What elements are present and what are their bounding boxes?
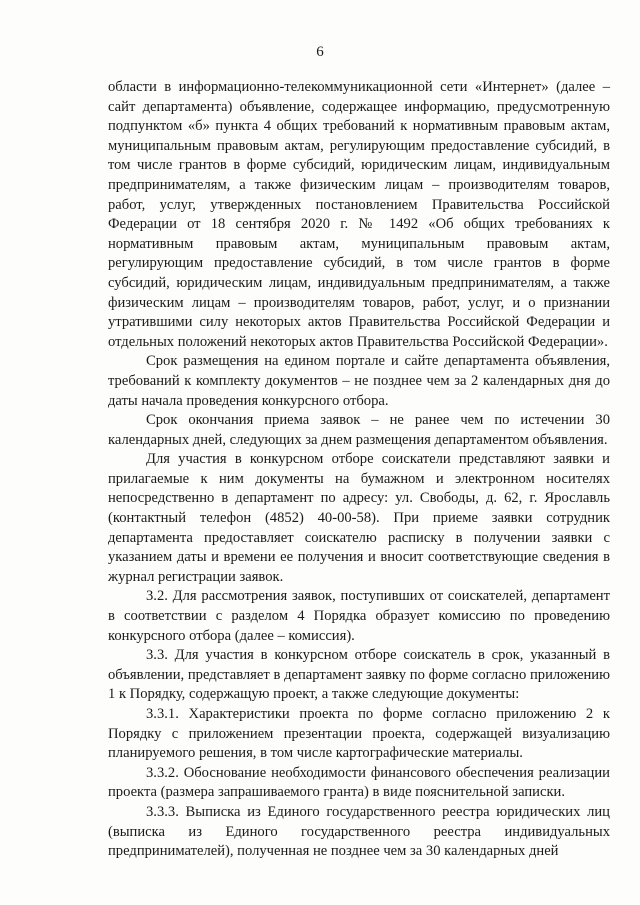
paragraph: 3.3.3. Выписка из Единого государственного реестра юридических лиц (выписка из Единого государственного реестра индивидуальных предпринимателей), полученная не позднее чем за 30 календарных дней [108, 803, 610, 860]
body-text [108, 78, 610, 862]
paragraph: Срок размещения на едином портале и сайте департамента объявления, требований к комплекту документов – не позднее чем за 2 календарных дня до даты начала проведения конкурсного отбора. [108, 353, 610, 409]
paragraph: области в информационно-телекоммуникационной сети «Интернет» (далее – сайт департамента) объявление, содержащее информацию, предусмотренную подпунктом «б» пункта 4 общих требований к нормативным правовым актам, муниципальным правовым актам, регулирующим предоставление субсидий, в том числе грантов в форме субсидий, юридическим лицам, индивидуальным предпринимателям, а также физическим лицам – производителям товаров, работ, услуг, утвержденных постановлением Правительства Российской Федерации от 18 сентября 2020 г. № 1492 «Об общих требованиях к нормативным правовым актам, муниципальным правовым актам, регулирующим предоставление субсидий, в том числе грантов в форме субсидий, юридическим лицам, индивидуальным предпринимателям, а также физическим лицам – производителям товаров, работ, услуг, и о признании утратившими силу некоторых актов Правительства Российской Федерации и отдельных положений некоторых актов Правительства Российской Федерации». [108, 79, 610, 350]
paragraph: Срок окончания приема заявок – не ранее чем по истечении 30 календарных дней, следующих за днем размещения департаментом объявления. [108, 412, 610, 448]
paragraph: 3.3.2. Обоснование необходимости финансового обеспечения реализации проекта (размера запрашиваемого гранта) в виде пояснительной записки. [108, 764, 610, 801]
paragraph: 3.3.1. Характеристики проекта по форме согласно приложению 2 к Порядку с приложением презентации проекта, содержащей визуализацию планируемого решения, в том числе картографические материалы. [108, 706, 610, 762]
page-number: 6 [316, 44, 324, 60]
paragraph: 3.2. Для рассмотрения заявок, поступивших от соискателей, департамент в соответствии с разделом 4 Порядка образует комиссию по проведению конкурсного отбора (далее – комиссия). [108, 588, 610, 644]
paragraph: 3.3. Для участия в конкурсном отборе соискатель в срок, указанный в объявлении, представляет в департамент заявку по форме согласно приложению 1 к Порядку, содержащую проект, а также следующие документы: [108, 647, 610, 703]
paragraph: Для участия в конкурсном отборе соискатели представляют заявки и прилагаемые к ним документы на бумажном и электронном носителях непосредственно в департамент по адресу: ул. Свободы, д. 62, г. Ярославль (контактный телефон (4852) 40-00-58). При приеме заявки сотрудник департамента предоставляет соискателю расписку в получении заявки с указанием даты и времени ее получения и вносит соответствующие сведения в журнал регистрации заявок. [108, 451, 610, 585]
